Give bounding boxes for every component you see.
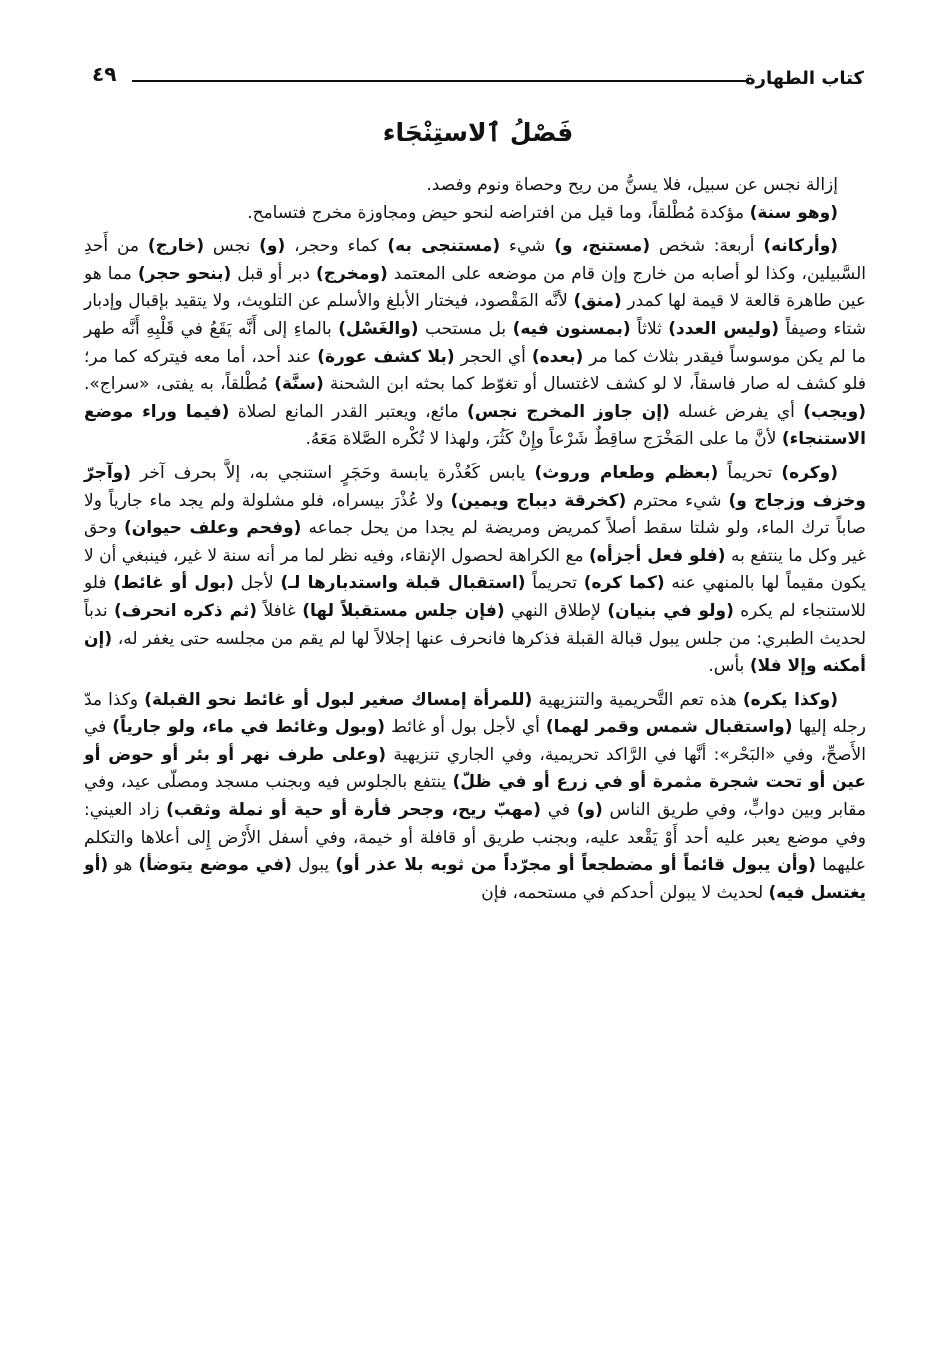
matn-text: (و) (576, 800, 603, 821)
matn-text: (فلو فعل أجزأه) (589, 545, 726, 566)
commentary-text: غافلاً (257, 600, 303, 621)
commentary-text: مائع، ويعتبر القدر المانع لصلاة (229, 401, 468, 422)
matn-text: (في موضع يتوضأ) (138, 855, 292, 876)
matn-text: (كما كره) (583, 573, 665, 594)
commentary-text: تحريماً (525, 573, 584, 594)
header-rule (132, 80, 746, 82)
matn-text: (إن جاوز المخرج نجس) (467, 401, 670, 422)
matn-text: (وبول وغائط في ماء، ولو جارياً) (112, 717, 386, 738)
matn-text: (بنحو حجر) (137, 263, 232, 284)
commentary-text: مما هو عين طاهرة قالعة لا قيمة لها كمدر (84, 263, 866, 312)
commentary-text: في (541, 800, 577, 821)
matn-text: (ثم ذكره انحرف) (113, 600, 258, 621)
matn-text: (سنَّة) (274, 374, 324, 395)
commentary-text: مُطْلقاً، به يفتى، «سراج». (84, 374, 275, 395)
commentary-text: أي لأجل بول أو غائط (385, 717, 546, 738)
matn-text: (استقبال قبلة واستدبارها لـ) (280, 573, 526, 594)
commentary-text: نجس (204, 236, 260, 257)
matn-text: (وآجرّ وخزف وزجاج و) (84, 462, 866, 511)
matn-text: (كخرقة ديباج ويمين) (450, 490, 627, 511)
matn-text: (أو يغتسل فيه) (84, 855, 866, 903)
commentary-text: لحديث لا يبولن أحدكم في مستحمه، فإن (481, 882, 769, 903)
matn-text: (وليس العدد) (668, 318, 780, 339)
paragraph (84, 233, 866, 454)
matn-text: (بمسنون فيه) (512, 318, 631, 339)
commentary-text: وكذا مدّ رجله إليها (84, 689, 866, 738)
commentary-text: لأنَّه المَقْصود، فيختار الأبلغ والأسلم عن التلويث، ولا يتقيد بإقبال وإدبار شتاء وصيفاً (84, 291, 867, 339)
body-text (84, 172, 866, 913)
commentary-text: أي الحجر (454, 346, 532, 367)
commentary-text: بل مستحب (418, 318, 513, 339)
running-head-title: كتاب الطهارة (744, 68, 864, 89)
commentary-text: يابس كَعُذْرة يابسة وحَجَرٍ استنجي به، إلاَّ بحرف آخر (131, 462, 535, 483)
commentary-text: ندباً لحديث الطبري: من جلس يبول قبالة القبلة فذكرها فانحرف عنها إجلالاً لها لم يقم من مجلسه حتى يغفر له، (84, 600, 866, 649)
commentary-text: كماء وحجر، (285, 236, 388, 257)
matn-text: (بول أو غائط) (113, 573, 234, 594)
matn-text: (ولو في بنيان) (607, 600, 734, 621)
chapter-title: فَصْلُ ٱلاستِنْجَاء (382, 118, 574, 147)
commentary-text: ولا عُذْرَ بيسراه، فلو مشلولة ولم يجد ماء جارياً ولا صاباً ترك الماء، ولو شلتا سقط أصلاً كمريض ومريضة لم يجدا من يحل جماعه (84, 490, 866, 539)
matn-text: (فإن جلس مستقبلاً لها) (302, 600, 505, 621)
commentary-text: هذه تعم التَّحريمية والتنزيهية (532, 689, 743, 710)
paragraph (84, 460, 866, 681)
matn-text: (مهبّ ريح، وجحر فأرة أو حية أو نملة وثقب) (166, 800, 542, 821)
commentary-text: شيء (500, 236, 555, 257)
commentary-text: لإطلاق النهي (504, 600, 608, 621)
commentary-text: بأس. (708, 656, 750, 677)
commentary-text: ينتفع بالجلوس فيه وبجنب مسجد ومصلّى عيد، وفي مقابر وبين دوابٍّ، وفي طريق الناس (84, 772, 867, 821)
commentary-text: فلو للاستنجاء لم يكره (84, 573, 866, 621)
matn-text: (و) (259, 236, 286, 257)
commentary-text: أي يفرض غسله (669, 401, 804, 422)
matn-text: (منق) (573, 291, 622, 312)
matn-text: (وهو سنة) (749, 202, 838, 223)
matn-text: (إن أمكنه وإلا فلا) (84, 628, 866, 677)
commentary-text: شيء محترم (626, 490, 729, 511)
commentary-text: عند أحد، أما معه فيتركه كما مر؛ فلو كشف له صار فاسقاً، لا لو كشف لاغتسال أو تغوّط كما بحثه ابن الشحنة (84, 346, 866, 395)
matn-text: (وعلى طرف نهر أو بئر أو حوض أو عين أو تحت شجرة مثمرة أو في زرع أو في ظلّ) (84, 744, 866, 793)
page-number: ٤٩ (92, 62, 117, 86)
commentary-text: إزالة نجس عن سبيل، فلا يسنُّ من ريح وحصاة ونوم وفصد. (426, 175, 838, 195)
commentary-text: مع الكراهة لحصول الإنقاء، وفيه نظر لما مر أنه سنة لا غير، فينبغي أن لا يكون مقيماً لها بالمنهي عنه (84, 545, 866, 594)
matn-text: (وكذا يكره) (742, 689, 838, 710)
matn-text: (ومخرج) (316, 263, 388, 284)
matn-text: (وفحم وعلف حيوان) (123, 518, 302, 539)
matn-text: (فيما وراء موضع الاستنجاء) (84, 401, 866, 450)
matn-text: (بلا كشف عورة) (317, 346, 455, 367)
commentary-text: من أَحدِ السَّبيلين، وكذا لو أصابه من خارج وإن قام من موضعه على المعتمد (84, 236, 866, 284)
commentary-text: في الأَصحِّ، وفي «البَحْر»: أنَّها في الرَّاكد تحريمية، وفي الجاري تنزيهية (84, 717, 866, 765)
commentary-text: يبول (291, 855, 336, 876)
matn-text: (خارج) (147, 236, 205, 257)
page-header (92, 58, 864, 96)
matn-text: (للمرأة إمساك صغير لبول أو غائط نحو القبلة) (144, 689, 533, 710)
commentary-text: وحق غير وكل ما ينتفع به (84, 518, 866, 566)
commentary-text: لأجل (233, 573, 281, 594)
commentary-text: تحريماً (718, 462, 782, 483)
paragraph (84, 687, 866, 908)
commentary-text: دبر أو قبل (231, 263, 317, 284)
commentary-text: بالماءِ إلى أَنَّه يَقَعُ في قَلْبِهِ أَنَّه طهر ما لم يكن موسوساً فيقدر بثلاث كما مر (84, 318, 866, 367)
commentary-text: ثلاثاً (630, 318, 669, 339)
matn-text: (والغَسْل) (338, 318, 419, 339)
commentary-text: أربعة: شخص (650, 236, 764, 257)
matn-text: (مستنجى به) (387, 236, 501, 257)
paragraph (84, 200, 866, 228)
commentary-text: مؤكدة مُطْلقاً، وما قيل من افتراضه لنحو حيض ومجاوزة مخرج فتسامح. (247, 202, 750, 223)
commentary-text: هو (108, 855, 139, 876)
matn-text: (وأن يبول قائماً أو مضطجعاً أو مجرّداً من ثوبه بلا عذر أو) (335, 855, 816, 876)
matn-text: (وأركانه) (763, 236, 839, 257)
matn-text: (وكره) (781, 462, 838, 483)
matn-text: (مستنج، و) (554, 236, 651, 257)
commentary-text: لأنَّ ما على المَخْرَج ساقِطٌ شَرْعاً وإِنْ كَثُرَ، ولهذا لا تُكْره الصَّلاة مَعَهُ. (305, 429, 782, 450)
matn-text: (واستقبال شمس وقمر لهما) (545, 717, 793, 738)
paragraph (84, 172, 866, 200)
matn-text: (ويجب) (803, 401, 866, 422)
matn-text: (بعده) (531, 346, 584, 367)
commentary-text: زاد العيني: وفي موضع يعبر عليه أحد أَوْ يَقْعد عليه، وبجنب طريق أو قافلة أو خيمة، وفي أسفل الأَرْض إِلى أعلاها والتكلم عليهما (84, 800, 866, 876)
matn-text: (بعظم وطعام وروث) (534, 462, 719, 483)
